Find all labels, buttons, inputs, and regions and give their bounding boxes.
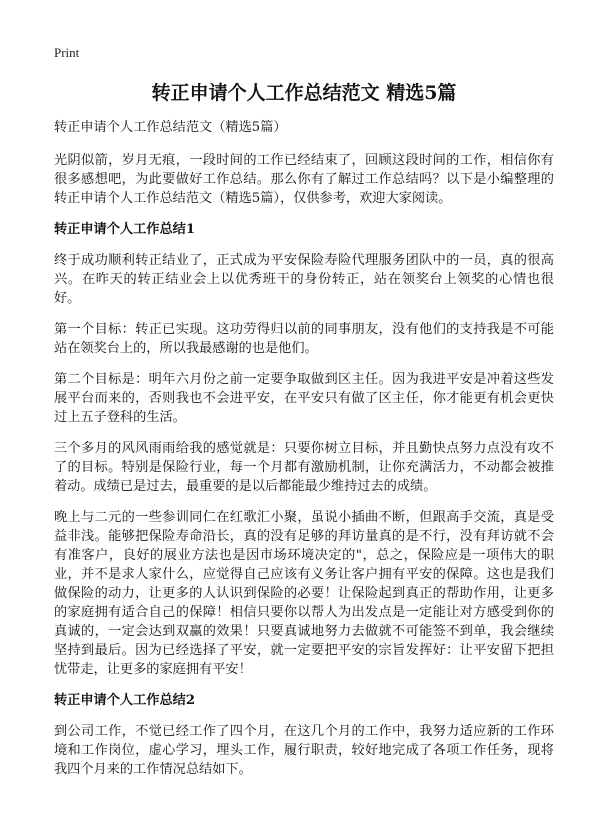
section-heading-1: 转正申请个人工作总结1 <box>54 222 196 237</box>
section-1-paragraph: 终于成功顺利转正结业了，正式成为平安保险寿险代理服务团队中的一员，真的很高兴。在昨天的转正结业会上以优秀班干的身份转正，站在领奖台上领奖的心情也很好。 <box>54 253 554 306</box>
page-title: 转正申请个人工作总结范文 精选5篇 <box>151 82 457 104</box>
section-2-paragraph: 到公司工作，不觉已经工作了四个月，在这几个月的工作中，我努力适应新的工作环境和工作岗位，虚心学习，埋头工作，履行职责，较好地完成了各项工作任务，现将我四个月来的工作情况总结如下。 <box>54 724 554 777</box>
print-link[interactable]: Print <box>54 45 80 60</box>
section-1-paragraph: 第一个目标：转正已实现。这功劳得归以前的同事朋友，没有他们的支持我是不可能站在领奖台上的，所以我最感谢的也是他们。 <box>54 322 554 356</box>
section-1-paragraph: 晚上与二元的一些参训同仁在红歌汇小聚，虽说小插曲不断，但跟高手交流，真是受益非浅。能够把保险寿命沿长，真的没有足够的拜访量真的是不行，没有拜访就不会有准客户，良好的展业方法也是因市场环境决定的"，总之，保险应是一项伟大的职业，并不是求人家什么，应觉得自己应该有义务让客户拥有平安的保障。这也是我们做保险的动力，让更多的人认识到保险的必要！让保险起到真正的帮助作用，让更多的家庭拥有适合自己的保障！相信只要你以帮人为出发点是一定能让对方感受到你的真诚的，一定会达到双赢的效果！只要真诚地努力去做就不可能签不到单，我会继续坚持到最后。因为已经选择了平安，就一定要把平安的宗旨发挥好：让平安留下把担忧带走，让更多的家庭拥有平安！ <box>54 510 554 677</box>
intro-paragraph: 光阴似箭，岁月无痕，一段时间的工作已经结束了，回顾这段时间的工作，相信你有很多感想吧，为此要做好工作总结。那么你有了解过工作总结吗？以下是小编整理的转正申请个人工作总结范文（精选5篇），仅供参考，欢迎大家阅读。 <box>54 153 554 206</box>
document-subtitle: 转正申请个人工作总结范文（精选5篇） <box>54 120 287 135</box>
section-1-paragraph: 三个多月的风风雨雨给我的感觉就是：只要你树立目标，并且勤快点努力点没有攻不了的目标。特别是保险行业，每一个月都有激励机制，让你充满活力，不动都会被推着动。成绩已是过去，最重要的是以后都能最少维持过去的成绩。 <box>54 441 554 494</box>
section-heading-2: 转正申请个人工作总结2 <box>54 693 196 708</box>
section-1-paragraph: 第二个目标是：明年六月份之前一定要争取做到区主任。因为我进平安是冲着这些发展平台而来的，否则我也不会进平安，在平安只有做了区主任，你才能更有机会更快过上五子登科的生活。 <box>54 372 554 425</box>
